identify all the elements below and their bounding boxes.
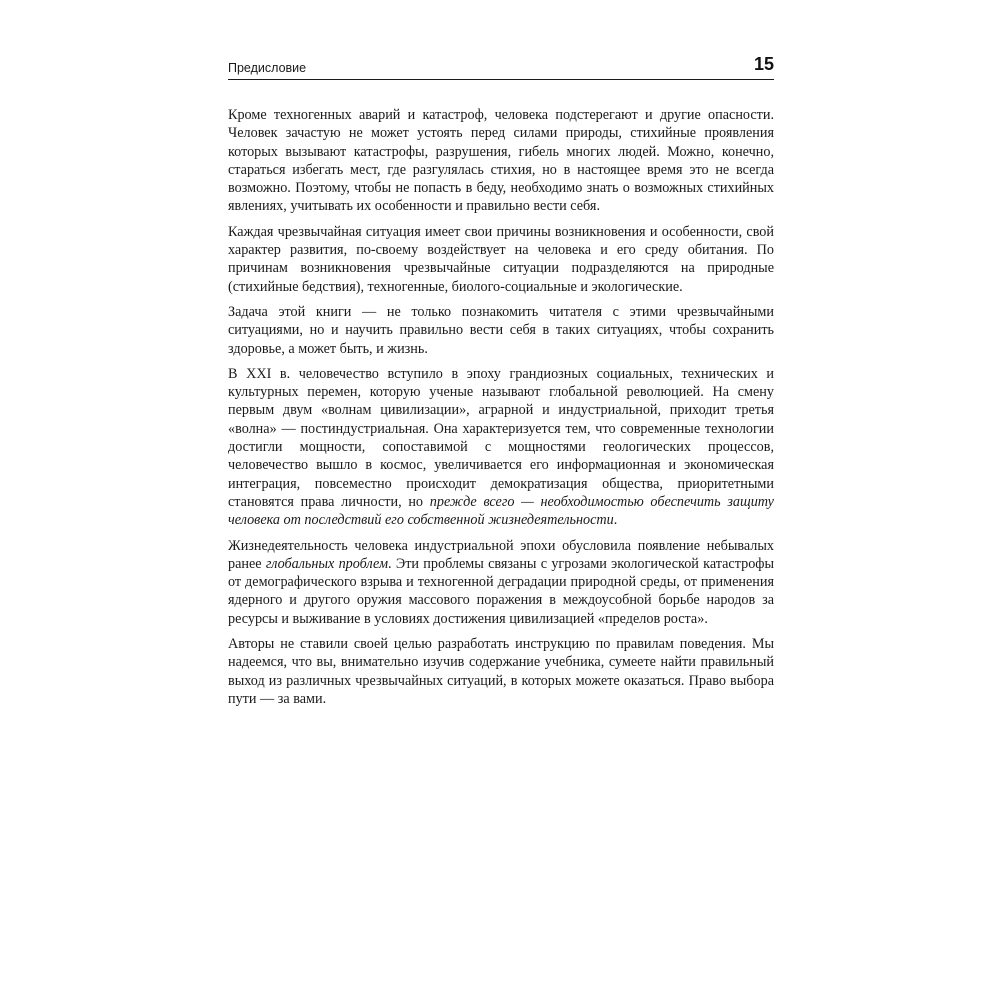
header-rule	[228, 79, 774, 80]
paragraph-4	[228, 365, 774, 530]
paragraph-text: Задача этой книги — не только познакомить читателя с этими чрезвычайными ситуациями, но и научить правильно вести себя в таких ситуациях, чтобы сохранить здоровье, а может быть, и жизнь.	[228, 303, 774, 357]
paragraph-text: Каждая чрезвычайная ситуация имеет свои причины возникновения и особенности, свой характер развития, по-своему воздействует на человека и его среду обитания. По причинам возникновения чрезвычайные ситуации подразделяются на природные (стихийные бедствия), техногенные, биолого-социальные и экологические.	[228, 223, 774, 295]
paragraph-2	[228, 223, 774, 296]
emphasis-text: глобальных проблем	[265, 555, 389, 572]
paragraph-text-end: . Эти проблемы связаны с угрозами экологической катастрофы от демографического взрыва и техногенной деградации природной среды, от применения ядерного и другого оружия массового поражения в междоусобной борьбе народов за ресурсы и выживание в условиях достижения цивилизацией «пределов роста».	[228, 555, 775, 627]
paragraph-5	[228, 537, 774, 628]
page-number: 15	[753, 54, 774, 74]
body-text	[228, 106, 774, 715]
paragraph-text: Кроме техногенных аварий и катастроф, человека подстерегают и другие опасности. Человек зачастую не может устоять перед силами природы, стихийные проявления которых вызывают катастрофы, разрушения, гибель многих людей. Можно, конечно, стараться избегать мест, где разгулялась стихия, но в настоящее время это не всегда возможно. Поэтому, чтобы не попасть в беду, необходимо знать о возможных стихийных явлениях, учитывать их особенности и правильно вести себя.	[228, 107, 774, 215]
emphasis-text: прежде всего — необходимостью обеспечить защиту человека от последствий его собственной жизнедеятельности	[228, 493, 774, 529]
paragraph-3	[228, 303, 774, 358]
paragraph-text: Авторы не ставили своей целью разработать инструкцию по правилам поведения. Мы надеемся, что вы, внимательно изучив содержание учебника, сумеете найти правильный выход из различных чрезвычайных ситуаций, в которых можете оказаться. Право выбора пути — за вами.	[228, 636, 774, 707]
paragraph-text-end: .	[613, 512, 618, 529]
paragraph-6	[228, 635, 774, 708]
section-title: Предисловие	[228, 61, 307, 75]
running-head	[228, 56, 774, 80]
paragraph-text: Жизнедеятельность человека индустриальной эпохи обусловила появление небывалых ранее	[228, 537, 774, 572]
paragraph-text: В XXI в. человечество вступило в эпоху грандиозных социальных, технических и культурных перемен, которую ученые называют глобальной революцией. На смену первым двум «волнам цивилизации», аграрной и индустриальной, приходит третья «волна» — постиндустриальная. Она характеризуется тем, что современные технологии достигли мощности, сопоставимой с мощностями геологических процессов, человечество вышло в космос, увеличивается его информационная и экономическая интеграция, повсеместно происходит демократизация общества, приоритетными становятся права личности, но	[228, 365, 774, 510]
paragraph-1	[228, 106, 774, 216]
